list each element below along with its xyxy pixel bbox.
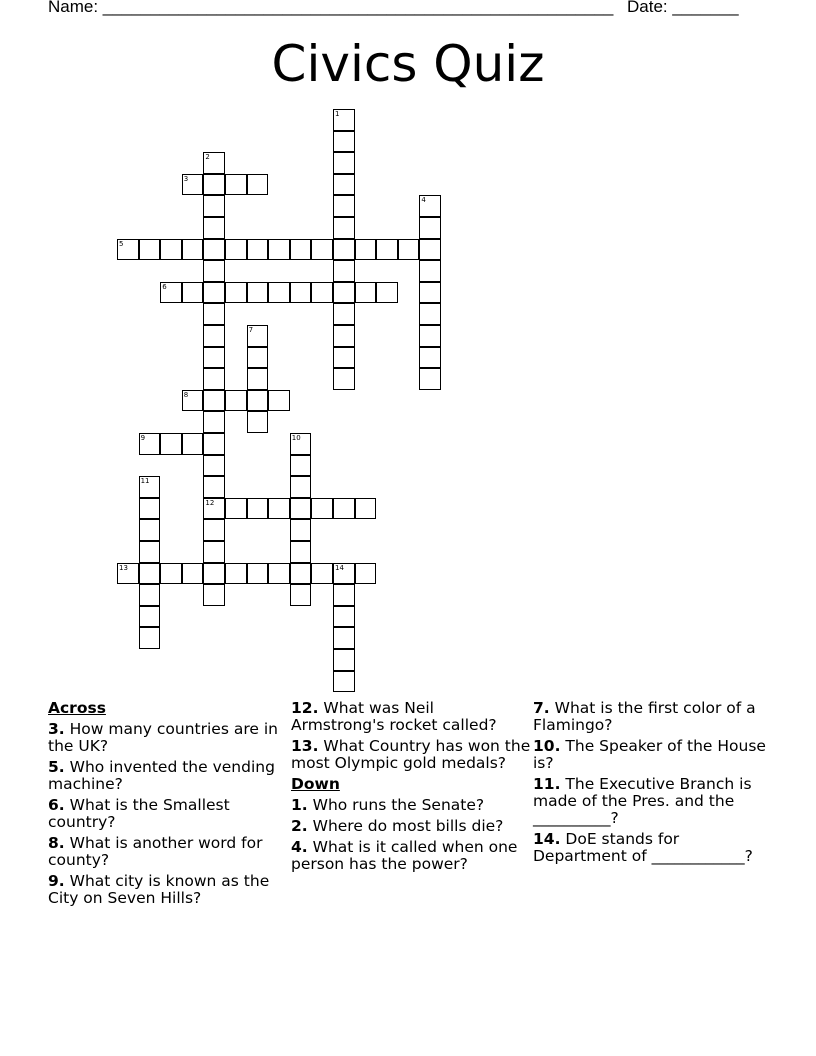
clue-number-label: 14 (335, 563, 344, 572)
clue-item (48, 873, 288, 907)
crossword-cell[interactable] (225, 174, 247, 196)
crossword-cell[interactable] (290, 282, 312, 304)
clue-number-label: 10 (291, 434, 301, 442)
name-field[interactable]: Name: ______________________________________________________ (48, 0, 614, 16)
crossword-cell[interactable] (225, 282, 247, 304)
crossword-cell[interactable] (419, 368, 441, 390)
crossword-cell[interactable] (268, 239, 290, 261)
clue-number-label: 6 (162, 282, 167, 291)
crossword-cell[interactable] (203, 174, 225, 196)
crossword-cell[interactable] (203, 217, 225, 239)
crossword-cell[interactable] (203, 563, 225, 585)
clue-text: What is the first color of a Flamingo? (533, 699, 756, 734)
clue-number-label: 7 (248, 326, 254, 334)
crossword-cell[interactable] (247, 174, 269, 196)
crossword-cell[interactable] (139, 606, 161, 628)
crossword-cell[interactable] (247, 347, 269, 369)
crossword-cell[interactable] (333, 282, 355, 304)
clue-item (533, 700, 773, 734)
clue-item (291, 839, 531, 873)
crossword-cell[interactable] (290, 433, 312, 455)
crossword-cell[interactable] (203, 455, 225, 477)
clue-text: What is another word for county? (48, 834, 263, 869)
crossword-cell[interactable] (355, 239, 377, 261)
crossword-cell[interactable] (203, 584, 225, 606)
clue-text: Where do most bills die? (312, 817, 504, 835)
crossword-cell[interactable] (290, 519, 312, 541)
crossword-cell[interactable] (160, 433, 182, 455)
crossword-cell[interactable] (376, 239, 398, 261)
crossword-cell[interactable] (419, 239, 441, 261)
crossword-cell[interactable] (160, 239, 182, 261)
crossword-cell[interactable] (139, 519, 161, 541)
crossword-cell[interactable] (247, 239, 269, 261)
crossword-cell[interactable] (419, 282, 441, 304)
clue-item (291, 738, 531, 772)
crossword-cell[interactable] (247, 325, 269, 347)
clue-number-label: 11 (140, 477, 150, 486)
crossword-cell[interactable] (419, 217, 441, 239)
clue-item (533, 831, 773, 865)
crossword-cell[interactable] (333, 109, 355, 131)
crossword-cell[interactable] (355, 282, 377, 304)
clues-column-1 (48, 700, 288, 911)
clue-text: Who runs the Senate? (312, 796, 485, 814)
crossword-cell[interactable] (160, 563, 182, 585)
crossword-cell[interactable] (398, 239, 420, 261)
crossword-cell[interactable] (225, 498, 247, 520)
crossword-cell[interactable] (203, 411, 225, 433)
clue-number-label: 3 (183, 174, 189, 183)
crossword-cell[interactable] (117, 563, 139, 585)
crossword-cell[interactable] (247, 563, 269, 585)
crossword-cell[interactable] (182, 282, 204, 304)
crossword-cell[interactable] (333, 239, 355, 261)
crossword-cell[interactable] (139, 498, 161, 520)
crossword-cell[interactable] (290, 455, 312, 477)
clue-number-label: 9 (140, 434, 146, 442)
crossword-cell[interactable] (182, 239, 204, 261)
across-heading: Across (48, 699, 106, 717)
crossword-cell[interactable] (333, 627, 355, 649)
crossword-cell[interactable] (182, 174, 204, 196)
clues-column-3 (533, 700, 773, 869)
crossword-cell[interactable] (355, 563, 377, 585)
clue-text: What is it called when one person has the power? (291, 838, 518, 873)
clue-text: The Speaker of the House is? (533, 737, 766, 772)
crossword-cell[interactable] (268, 282, 290, 304)
crossword-cell[interactable] (203, 195, 225, 217)
crossword-cell[interactable] (182, 563, 204, 585)
crossword-cell[interactable] (333, 195, 355, 217)
crossword-cell[interactable] (247, 498, 269, 520)
clue-text: What city is known as the City on Seven Hills? (48, 872, 270, 907)
clue-number: 14. (533, 830, 561, 848)
clue-number-label: 4 (421, 196, 426, 205)
crossword-cell[interactable] (333, 671, 355, 693)
crossword-cell[interactable] (333, 498, 355, 520)
crossword-cell[interactable] (333, 152, 355, 174)
crossword-cell[interactable] (203, 260, 225, 282)
crossword-cell[interactable] (139, 563, 161, 585)
clue-number-label: 2 (205, 153, 210, 162)
crossword-cell[interactable] (419, 195, 441, 217)
crossword-cell[interactable] (333, 649, 355, 671)
crossword-cell[interactable] (290, 476, 312, 498)
crossword-cell[interactable] (333, 217, 355, 239)
crossword-cell[interactable] (203, 303, 225, 325)
clue-number: 9. (48, 872, 65, 890)
crossword-cell[interactable] (311, 498, 333, 520)
clue-number: 13. (291, 737, 319, 755)
clue-item (48, 797, 288, 831)
crossword-cell[interactable] (376, 282, 398, 304)
clue-number: 11. (533, 775, 561, 793)
crossword-cell[interactable] (203, 239, 225, 261)
page-title: Civics Quiz (271, 35, 545, 93)
clue-item (48, 835, 288, 869)
crossword-cell[interactable] (203, 541, 225, 563)
crossword-cell[interactable] (139, 584, 161, 606)
clue-item (291, 818, 531, 835)
clue-text: What Country has won the most Olympic gold medals? (291, 737, 531, 772)
crossword-cell[interactable] (139, 627, 161, 649)
crossword-cell[interactable] (139, 476, 161, 498)
clue-item (533, 776, 773, 827)
clue-number: 5. (48, 758, 65, 776)
crossword-cell[interactable] (182, 390, 204, 412)
crossword-cell[interactable] (247, 368, 269, 390)
clue-number-label: 1 (335, 110, 340, 118)
clue-text: The Executive Branch is made of the Pres. and the __________? (533, 775, 752, 827)
clue-item (291, 700, 531, 734)
crossword-cell[interactable] (333, 325, 355, 347)
crossword-cell[interactable] (333, 368, 355, 390)
clue-item (291, 797, 531, 814)
crossword-cell[interactable] (355, 498, 377, 520)
crossword-cell[interactable] (419, 325, 441, 347)
crossword-cell[interactable] (160, 282, 182, 304)
crossword-cell[interactable] (203, 390, 225, 412)
clue-number: 12. (291, 699, 319, 717)
crossword-cell[interactable] (203, 347, 225, 369)
crossword-cell[interactable] (290, 563, 312, 585)
clue-number: 6. (48, 796, 65, 814)
clue-item (48, 759, 288, 793)
crossword-cell[interactable] (139, 541, 161, 563)
crossword-cell[interactable] (311, 282, 333, 304)
clue-number: 2. (291, 817, 308, 835)
clue-number-label: 12 (205, 498, 215, 507)
crossword-cell[interactable] (225, 390, 247, 412)
crossword-cell[interactable] (182, 433, 204, 455)
crossword-cell[interactable] (333, 563, 355, 585)
clue-number: 10. (533, 737, 561, 755)
crossword-cell[interactable] (333, 131, 355, 153)
crossword-cell[interactable] (268, 563, 290, 585)
clue-number: 3. (48, 720, 65, 738)
crossword-cell[interactable] (203, 498, 225, 520)
crossword-cell[interactable] (333, 260, 355, 282)
clues-column-2 (291, 700, 531, 877)
crossword-cell[interactable] (290, 584, 312, 606)
crossword-cell[interactable] (419, 347, 441, 369)
date-field[interactable]: Date: _______ (627, 0, 739, 16)
down-heading: Down (291, 775, 340, 793)
clue-number-label: 5 (119, 239, 124, 248)
clue-text: How many countries are in the UK? (48, 720, 278, 755)
crossword-cell[interactable] (225, 239, 247, 261)
crossword-cell[interactable] (247, 282, 269, 304)
crossword-cell[interactable] (203, 152, 225, 174)
crossword-cell[interactable] (290, 498, 312, 520)
crossword-cell[interactable] (333, 584, 355, 606)
crossword-cell[interactable] (268, 390, 290, 412)
crossword-cell[interactable] (203, 368, 225, 390)
clue-text: DoE stands for Department of ____________? (533, 830, 753, 865)
crossword-cell[interactable] (117, 239, 139, 261)
crossword-cell[interactable] (139, 239, 161, 261)
clue-text: What was Neil Armstrong's rocket called? (291, 699, 497, 734)
clue-number: 7. (533, 699, 550, 717)
crossword-cell[interactable] (333, 347, 355, 369)
crossword-cell[interactable] (419, 260, 441, 282)
crossword-cell[interactable] (290, 239, 312, 261)
crossword-cell[interactable] (419, 303, 441, 325)
clue-text: What is the Smallest country? (48, 796, 230, 831)
clue-text: Who invented the vending machine? (48, 758, 275, 793)
crossword-cell[interactable] (139, 433, 161, 455)
crossword-cell[interactable] (333, 303, 355, 325)
crossword-cell[interactable] (290, 541, 312, 563)
clue-number-label: 13 (119, 563, 128, 572)
clue-item (48, 721, 288, 755)
crossword-cell[interactable] (311, 239, 333, 261)
crossword-cell[interactable] (203, 325, 225, 347)
crossword-cell[interactable] (333, 174, 355, 196)
crossword-cell[interactable] (203, 433, 225, 455)
crossword-cell[interactable] (247, 411, 269, 433)
crossword-cell[interactable] (311, 563, 333, 585)
crossword-cell[interactable] (268, 498, 290, 520)
crossword-cell[interactable] (203, 519, 225, 541)
clue-number: 4. (291, 838, 308, 856)
clue-number: 8. (48, 834, 65, 852)
crossword-cell[interactable] (203, 282, 225, 304)
clue-item (533, 738, 773, 772)
crossword-cell[interactable] (247, 390, 269, 412)
crossword-cell[interactable] (203, 476, 225, 498)
clue-number: 1. (291, 796, 308, 814)
crossword-cell[interactable] (333, 606, 355, 628)
clue-number-label: 8 (183, 390, 189, 399)
crossword-cell[interactable] (225, 563, 247, 585)
